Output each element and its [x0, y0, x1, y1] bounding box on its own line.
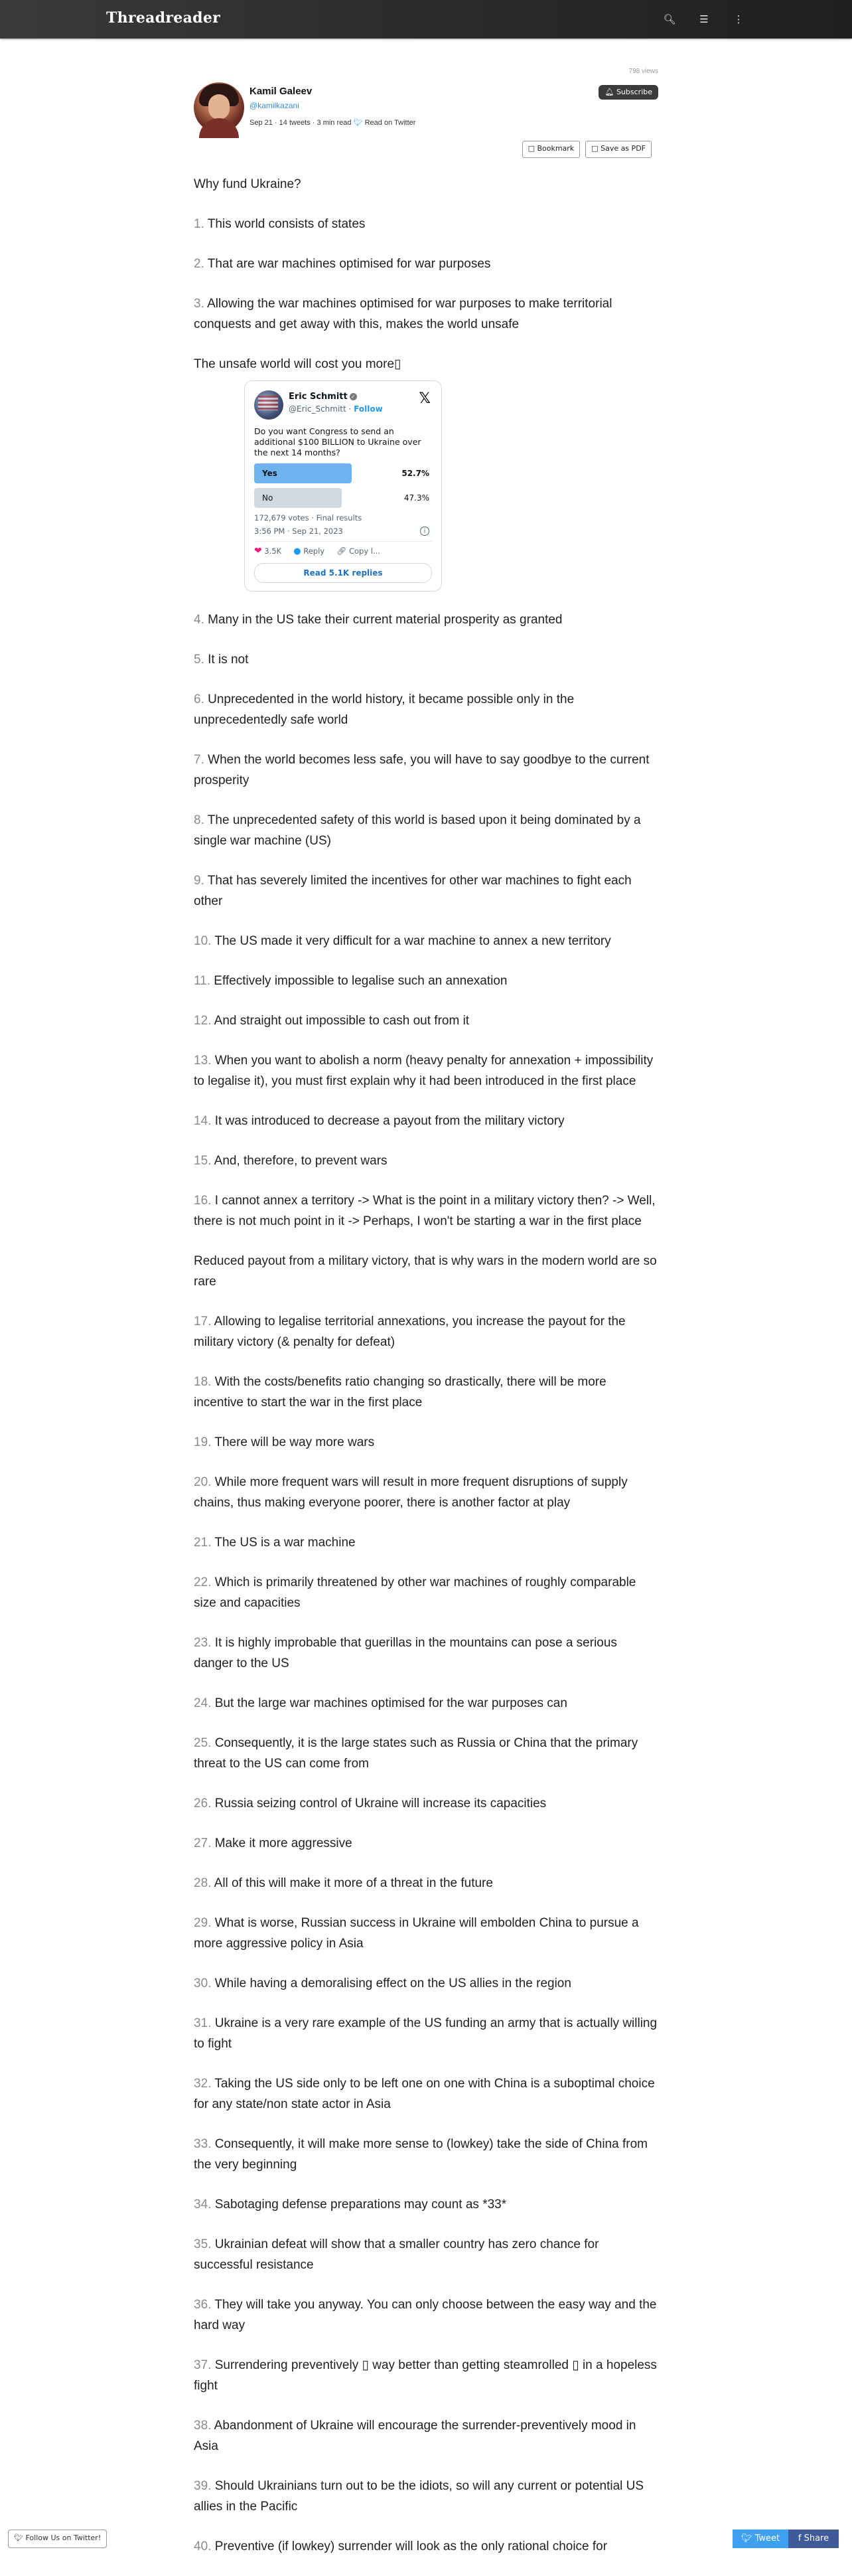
tweet-number: 23.: [194, 1636, 212, 1650]
tweet-paragraph: [194, 2134, 658, 2175]
poll-option-percent: 52.7%: [401, 469, 429, 478]
tweet-text: The unsafe world will cost you more▯: [194, 357, 401, 371]
tweet-text: Allowing the war machines optimised for war purposes to make territorial conquests and get away with this, makes the world unsafe: [194, 297, 612, 331]
tweet-paragraph: [194, 2476, 658, 2517]
embed-text: Do you want Congress to send an additional $100 BILLION to Ukraine over the next 14 months?: [254, 426, 421, 457]
view-count: 798 views: [628, 68, 658, 75]
tweet-paragraph: [194, 2294, 658, 2336]
tweet-number: 36.: [194, 2298, 212, 2312]
tweet-number: 38.: [194, 2419, 212, 2433]
tweet-number: 40.: [194, 2539, 212, 2553]
tweet-text: They will take you anyway. You can only choose between the easy way and the hard way: [194, 2298, 657, 2332]
tweet-number: 29.: [194, 1916, 212, 1930]
poll-option-percent: 47.3%: [403, 493, 429, 503]
tweet-text: Consequently, it will make more sense to (lowkey) take the side of China from the very beginning: [194, 2137, 648, 2172]
tweet-text: But the large war machines optimised for the war purposes can: [214, 1696, 567, 1710]
copy-link-action[interactable]: 🔗︎ Copy l...: [336, 546, 380, 556]
tweet-number: 32.: [194, 2077, 212, 2091]
poll-option: [254, 463, 432, 483]
tweet-text: The US made it very difficult for a war machine to annex a new territory: [214, 934, 611, 948]
tweet-number: 3.: [194, 297, 204, 311]
tweet-text: Abandonment of Ukraine will encourage the surrender-preventively mood in Asia: [194, 2419, 636, 2453]
tweet-number: 6.: [194, 692, 204, 706]
tweet-number: 17.: [194, 1315, 212, 1328]
tweet-button[interactable]: 🐦︎ Tweet: [733, 2530, 788, 2548]
tweet-number: 11.: [194, 974, 211, 988]
tweet-number: 30.: [194, 1976, 212, 1990]
like-action[interactable]: ❤ 3.5K: [254, 546, 282, 556]
tweet-paragraph: [194, 1251, 658, 1292]
tweet-paragraph: [194, 254, 658, 274]
tweet-text: Which is primarily threatened by other war machines of roughly comparable size and capacities: [194, 1575, 636, 1610]
tweet-text: Reduced payout from a military victory, that is why wars in the modern world are so rare: [194, 1254, 657, 1289]
menu-icon[interactable]: ☰: [699, 13, 709, 25]
tweet-text: This world consists of states: [207, 217, 366, 231]
poll: [254, 463, 432, 508]
brand-logo[interactable]: Threadreader: [106, 9, 221, 27]
tweet-paragraph: [194, 609, 658, 630]
tweet-text: I cannot annex a territory -> What is the point in a military victory then? -> Well, there is not much point in it -> Perhaps, I won't be starting a war in the first place: [194, 1194, 656, 1228]
tweet-number: 26.: [194, 1797, 212, 1811]
tweet-text: And straight out impossible to cash out from it: [214, 1014, 470, 1028]
tweet-text: That has severely limited the incentives for other war machines to fight each other: [194, 874, 632, 908]
poll-stats: 172,679 votes · Final results: [254, 513, 362, 523]
thread-date: Sep 21: [249, 119, 273, 127]
save-pdf-button[interactable]: □ Save as PDF: [585, 141, 652, 158]
thread-meta: Sep 21 · 14 tweets · 3 min read 🐦︎ Read on Twitter: [249, 118, 416, 127]
tweet-text: Surrendering preventively ▯ way better than getting steamrolled ▯ in a hopeless fight: [194, 2358, 657, 2393]
tweet-paragraph: [194, 750, 658, 791]
tweet-text: While more frequent wars will result in more frequent disruptions of supply chains, thus making everyone poorer, there is another factor at play: [194, 1475, 628, 1510]
tweet-text: With the costs/benefits ratio changing so drastically, there will be more incentive to start the war in the first place: [194, 1375, 606, 1409]
embed-divider: [254, 541, 432, 542]
bookmark-button[interactable]: □ Bookmark: [522, 141, 581, 158]
tweet-paragraph: [194, 2234, 658, 2275]
embedded-tweet: [244, 380, 442, 592]
tweet-number: 16.: [194, 1194, 212, 1208]
embed-timestamp[interactable]: 3:56 PM · Sep 21, 2023 i: [254, 526, 432, 536]
tweet-number: 9.: [194, 874, 204, 888]
tweet-paragraph: [194, 1010, 658, 1031]
tweet-number: 37.: [194, 2358, 212, 2372]
thread-header: [194, 68, 658, 162]
tweet-number: 34.: [194, 2198, 212, 2212]
tweet-paragraph: [194, 649, 658, 670]
embed-follow-link[interactable]: Follow: [354, 404, 383, 414]
tweet-text: Ukraine is a very rare example of the US funding an army that is actually willing to fight: [194, 2016, 658, 2051]
tweet-paragraph: [194, 810, 658, 851]
author-name[interactable]: Kamil Galeev: [249, 86, 313, 97]
more-icon[interactable]: ⋮: [733, 13, 744, 25]
tweet-paragraph: [194, 971, 658, 991]
follow-us-button[interactable]: 🐦︎ Follow Us on Twitter!: [8, 2530, 107, 2548]
embed-actions: [254, 546, 432, 556]
tweet-paragraph: [194, 870, 658, 912]
tweet-text: There will be way more wars: [214, 1435, 375, 1449]
read-replies-button[interactable]: Read 5.1K replies: [254, 563, 432, 583]
tweet-paragraph: [194, 2073, 658, 2115]
tweet-paragraph: [194, 1833, 658, 1854]
x-logo-icon[interactable]: 𝕏: [419, 390, 431, 407]
tweet-paragraph: [194, 2194, 658, 2215]
subscribe-button[interactable]: 🔔︎ Subscribe: [599, 85, 658, 100]
tweet-paragraph: [194, 1532, 658, 1553]
tweet-number: 25.: [194, 1736, 212, 1750]
tweet-text: Should Ukrainians turn out to be the idiots, so will any current or potential US allies in the Pacific: [194, 2479, 644, 2514]
thread-tools: [522, 141, 652, 158]
tweet-number: 24.: [194, 1696, 212, 1710]
tweet-number: 19.: [194, 1435, 212, 1449]
tweet-number: 8.: [194, 813, 204, 827]
tweet-number: 14.: [194, 1114, 212, 1128]
tweet-number: 28.: [194, 1876, 212, 1890]
tweet-text: It was introduced to decrease a payout from the military victory: [214, 1114, 565, 1128]
thread-paragraphs-a: [194, 174, 658, 374]
tweet-paragraph: [194, 689, 658, 730]
tweet-paragraph: [194, 1733, 658, 1774]
thread-content: [194, 174, 658, 2576]
tweet-paragraph: [194, 1190, 658, 1232]
reply-icon: ●: [293, 546, 301, 556]
tweet-paragraph: [194, 1572, 658, 1613]
tweet-text: Sabotaging defense preparations may count as *33*: [214, 2198, 507, 2212]
embed-handle: @Eric_Schmitt · Follow: [289, 404, 383, 414]
twitter-bird-icon: 🐦︎: [353, 118, 363, 127]
tweet-number: 20.: [194, 1475, 212, 1489]
tweet-text: When you want to abolish a norm (heavy penalty for annexation + impossibility to legalise it), you must first explain why it had been introduced in the first place: [194, 1054, 654, 1088]
tweet-text: While having a demoralising effect on the US allies in the region: [214, 1976, 571, 1990]
tweet-paragraph: [194, 354, 658, 374]
tweet-paragraph: [194, 1311, 658, 1352]
tweet-paragraph: [194, 1913, 658, 1954]
tweet-paragraph: [194, 1633, 658, 1674]
tweet-paragraph: [194, 1372, 658, 1413]
tweet-number: 27.: [194, 1836, 212, 1850]
tweet-text: Consequently, it is the large states such as Russia or China that the primary threat to the US can come from: [194, 1736, 638, 1771]
tweet-text: Preventive (if lowkey) surrender will look as the only rational choice for: [214, 2539, 608, 2553]
tweet-paragraph: [194, 2536, 658, 2557]
tweet-number: 18.: [194, 1375, 212, 1389]
tweet-text: Unprecedented in the world history, it became possible only in the unprecedentedly safe world: [194, 692, 575, 727]
top-navbar: [0, 0, 852, 39]
author-avatar[interactable]: [194, 82, 244, 133]
tweet-paragraph: [194, 1432, 658, 1453]
tweet-number: 2.: [194, 257, 204, 271]
tweet-paragraph: [194, 214, 658, 234]
reply-action[interactable]: ● Reply: [293, 546, 325, 556]
tweet-number: 12.: [194, 1014, 212, 1028]
tweet-paragraph: [194, 1151, 658, 1171]
tweet-text: It is highly improbable that guerillas in the mountains can pose a serious danger to the US: [194, 1636, 617, 1670]
tweet-text: What is worse, Russian success in Ukraine will embolden China to pursue a more aggressive policy in Asia: [194, 1916, 639, 1951]
tweet-text: Make it more aggressive: [214, 1836, 352, 1850]
poll-option: [254, 488, 432, 508]
tweet-number: 33.: [194, 2137, 212, 2151]
tweet-number: 21.: [194, 1536, 212, 1550]
tweet-paragraph: [194, 1111, 658, 1131]
embed-avatar[interactable]: [254, 390, 283, 420]
tweet-paragraph: [194, 2013, 658, 2054]
tweet-text: Russia seizing control of Ukraine will increase its capacities: [214, 1797, 547, 1811]
tweet-text: The US is a war machine: [214, 1536, 356, 1550]
tweet-number: 39.: [194, 2479, 212, 2493]
tweet-number: 5.: [194, 653, 204, 667]
tweet-number: 13.: [194, 1054, 212, 1068]
verified-badge-icon: ✓: [350, 393, 357, 400]
tweet-number: 1.: [194, 217, 204, 231]
info-icon[interactable]: i: [420, 526, 429, 536]
tweet-text: Many in the US take their current material prosperity as granted: [208, 613, 563, 627]
thread-paragraphs-b: [194, 609, 658, 2557]
tweet-number: 22.: [194, 1575, 212, 1589]
tweet-paragraph: [194, 1693, 658, 1714]
search-icon[interactable]: 🔍︎: [663, 13, 676, 25]
tweet-paragraph: [194, 2355, 658, 2396]
tweet-text: That are war machines optimised for war purposes: [207, 257, 491, 271]
heart-icon: ❤: [254, 546, 262, 556]
embed-author-name[interactable]: Eric Schmitt ✓: [289, 392, 357, 402]
tweet-paragraph: [194, 2415, 658, 2456]
tweet-text: Why fund Ukraine?: [194, 177, 301, 191]
tweet-text: The unprecedented safety of this world is based upon it being dominated by a single war machine (US): [194, 813, 641, 848]
nav-icons: [662, 12, 746, 27]
read-on-twitter-link[interactable]: Read on Twitter: [364, 119, 416, 127]
share-button[interactable]: f Share: [788, 2530, 839, 2548]
tweet-text: Effectively impossible to legalise such an annexation: [214, 974, 508, 988]
tweet-text: Taking the US side only to be left one on one with China is a suboptimal choice for any state/non state actor in Asia: [194, 2077, 655, 2111]
tweet-paragraph: [194, 293, 658, 335]
author-handle[interactable]: @kamilkazani: [249, 101, 299, 110]
tweet-text: It is not: [208, 653, 249, 667]
tweet-number: 4.: [194, 613, 204, 627]
tweet-paragraph: [194, 1793, 658, 1814]
tweet-text: When the world becomes less safe, you will have to say goodbye to the current prosperity: [194, 753, 650, 787]
tweet-paragraph: [194, 931, 658, 951]
tweet-count: 14 tweets: [279, 119, 311, 127]
tweet-paragraph: [194, 1472, 658, 1513]
tweet-text: All of this will make it more of a threat in the future: [214, 1876, 493, 1890]
tweet-number: 7.: [194, 753, 204, 767]
tweet-paragraph: [194, 1873, 658, 1893]
tweet-number: 15.: [194, 1154, 212, 1168]
poll-option-label: No: [262, 493, 273, 503]
tweet-paragraph: [194, 1973, 658, 1994]
tweet-paragraph: [194, 174, 658, 195]
tweet-text: Allowing to legalise territorial annexations, you increase the payout for the military victory (& penalty for defeat): [194, 1315, 626, 1349]
tweet-text: And, therefore, to prevent wars: [214, 1154, 388, 1168]
read-time: 3 min read: [317, 119, 352, 127]
tweet-number: 10.: [194, 934, 212, 948]
tweet-number: 31.: [194, 2016, 212, 2030]
tweet-paragraph: [194, 1050, 658, 1091]
link-icon: 🔗︎: [336, 546, 347, 556]
poll-option-label: Yes: [262, 469, 277, 478]
tweet-text: Ukrainian defeat will show that a smaller country has zero chance for successful resistance: [194, 2237, 599, 2272]
tweet-number: 35.: [194, 2237, 212, 2251]
